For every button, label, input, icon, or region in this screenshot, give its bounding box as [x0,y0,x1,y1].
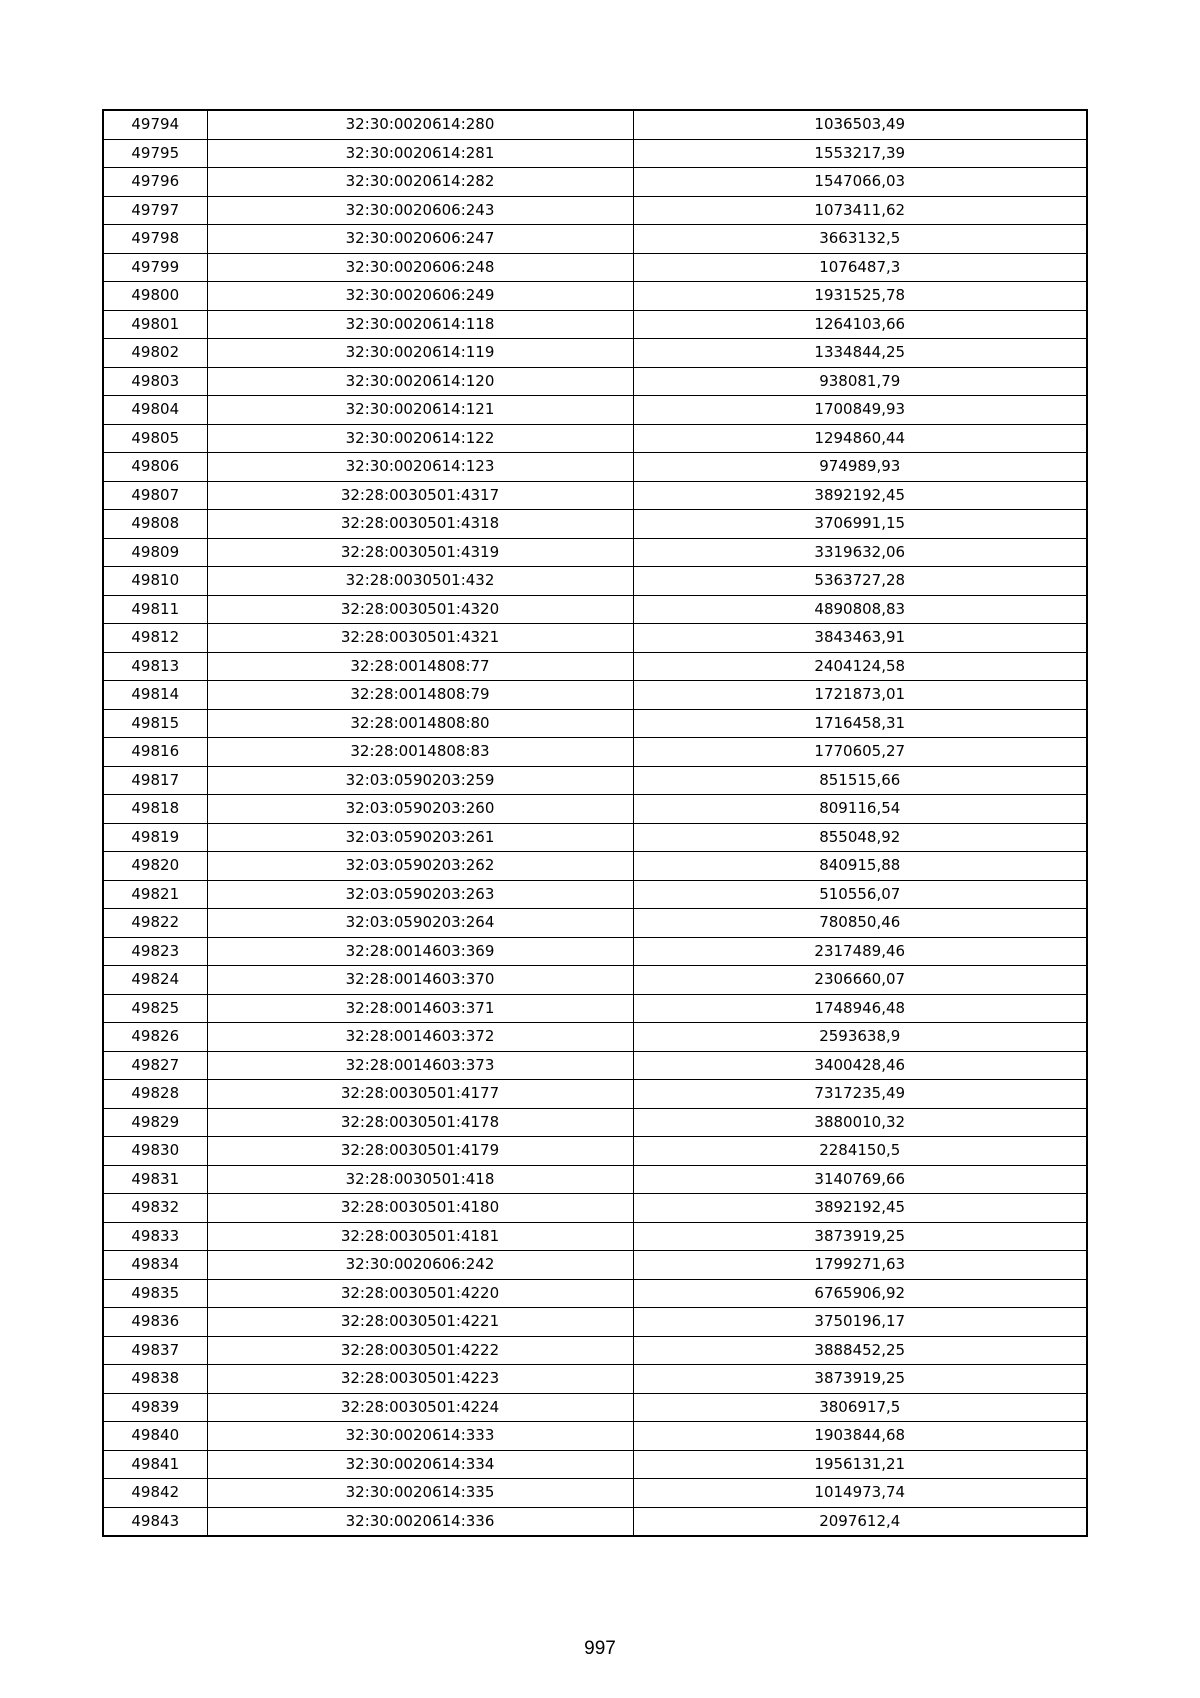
row-number-cell: 49838 [103,1365,207,1394]
table-row [103,909,1087,938]
cadastral-number-cell: 32:03:0590203:264 [207,909,633,938]
cadastral-value-cell: 1700849,93 [633,396,1087,425]
row-number-cell: 49811 [103,595,207,624]
cadastral-number-cell: 32:30:0020606:247 [207,225,633,254]
page-number: 997 [584,1638,616,1659]
row-number-cell: 49797 [103,196,207,225]
cadastral-number-cell: 32:30:0020614:121 [207,396,633,425]
table-row [103,994,1087,1023]
row-number-cell: 49810 [103,567,207,596]
row-number-cell: 49834 [103,1251,207,1280]
cadastral-value-cell: 974989,93 [633,453,1087,482]
cadastral-number-cell: 32:03:0590203:262 [207,852,633,881]
cadastral-number-cell: 32:28:0014603:373 [207,1051,633,1080]
row-number-cell: 49807 [103,481,207,510]
cadastral-number-cell: 32:28:0030501:418 [207,1165,633,1194]
cadastral-number-cell: 32:28:0030501:4317 [207,481,633,510]
cadastral-number-cell: 32:28:0030501:4220 [207,1279,633,1308]
cadastral-value-cell: 2284150,5 [633,1137,1087,1166]
row-number-cell: 49806 [103,453,207,482]
cadastral-number-cell: 32:30:0020606:248 [207,253,633,282]
cadastral-value-cell: 1799271,63 [633,1251,1087,1280]
cadastral-number-cell: 32:28:0030501:4321 [207,624,633,653]
cadastral-value-cell: 938081,79 [633,367,1087,396]
cadastral-value-cell: 1334844,25 [633,339,1087,368]
row-number-cell: 49819 [103,823,207,852]
cadastral-value-cell: 3750196,17 [633,1308,1087,1337]
cadastral-number-cell: 32:28:0030501:4223 [207,1365,633,1394]
table-row [103,1108,1087,1137]
cadastral-number-cell: 32:30:0020614:280 [207,110,633,139]
cadastral-value-cell: 1721873,01 [633,681,1087,710]
cadastral-number-cell: 32:30:0020606:242 [207,1251,633,1280]
table-row [103,567,1087,596]
cadastral-number-cell: 32:30:0020606:249 [207,282,633,311]
cadastral-number-cell: 32:28:0030501:4177 [207,1080,633,1109]
table-row [103,766,1087,795]
row-number-cell: 49818 [103,795,207,824]
table-row [103,1479,1087,1508]
row-number-cell: 49816 [103,738,207,767]
cadastral-value-cell: 3706991,15 [633,510,1087,539]
row-number-cell: 49794 [103,110,207,139]
row-number-cell: 49805 [103,424,207,453]
table-row [103,310,1087,339]
cadastral-value-cell: 1931525,78 [633,282,1087,311]
table-row [103,139,1087,168]
table-row [103,738,1087,767]
cadastral-number-cell: 32:28:0030501:4181 [207,1222,633,1251]
row-number-cell: 49803 [103,367,207,396]
cadastral-value-cell: 1547066,03 [633,168,1087,197]
cadastral-value-cell: 3880010,32 [633,1108,1087,1137]
row-number-cell: 49812 [103,624,207,653]
row-number-cell: 49832 [103,1194,207,1223]
cadastral-number-cell: 32:28:0030501:4318 [207,510,633,539]
table-row [103,253,1087,282]
cadastral-value-cell: 4890808,83 [633,595,1087,624]
cadastral-number-cell: 32:28:0030501:4178 [207,1108,633,1137]
row-number-cell: 49829 [103,1108,207,1137]
row-number-cell: 49814 [103,681,207,710]
cadastral-value-cell: 855048,92 [633,823,1087,852]
cadastral-value-cell: 840915,88 [633,852,1087,881]
table-row [103,196,1087,225]
cadastral-value-cell: 1748946,48 [633,994,1087,1023]
cadastral-number-cell: 32:03:0590203:260 [207,795,633,824]
row-number-cell: 49798 [103,225,207,254]
cadastral-number-cell: 32:28:0030501:4180 [207,1194,633,1223]
table-row [103,937,1087,966]
row-number-cell: 49833 [103,1222,207,1251]
cadastral-value-cell: 5363727,28 [633,567,1087,596]
table-row [103,681,1087,710]
cadastral-number-cell: 32:28:0014808:77 [207,652,633,681]
cadastral-number-cell: 32:03:0590203:259 [207,766,633,795]
row-number-cell: 49800 [103,282,207,311]
row-number-cell: 49837 [103,1336,207,1365]
cadastral-value-cell: 7317235,49 [633,1080,1087,1109]
cadastral-number-cell: 32:30:0020614:118 [207,310,633,339]
cadastral-number-cell: 32:28:0014603:371 [207,994,633,1023]
cadastral-value-cell: 1956131,21 [633,1450,1087,1479]
cadastral-value-cell: 780850,46 [633,909,1087,938]
row-number-cell: 49813 [103,652,207,681]
cadastral-value-cell: 1076487,3 [633,253,1087,282]
table-row [103,1251,1087,1280]
table-row [103,595,1087,624]
row-number-cell: 49796 [103,168,207,197]
cadastral-number-cell: 32:30:0020614:282 [207,168,633,197]
table-row [103,282,1087,311]
row-number-cell: 49840 [103,1422,207,1451]
cadastral-value-cell: 2404124,58 [633,652,1087,681]
table-row [103,1365,1087,1394]
table-row [103,823,1087,852]
cadastral-value-cell: 2593638,9 [633,1023,1087,1052]
row-number-cell: 49824 [103,966,207,995]
table-row [103,1137,1087,1166]
table-row [103,1023,1087,1052]
cadastral-number-cell: 32:28:0030501:4179 [207,1137,633,1166]
row-number-cell: 49804 [103,396,207,425]
table-row [103,709,1087,738]
table-row [103,1080,1087,1109]
table-row [103,225,1087,254]
cadastral-value-cell: 3140769,66 [633,1165,1087,1194]
cadastral-number-cell: 32:28:0014603:372 [207,1023,633,1052]
row-number-cell: 49795 [103,139,207,168]
cadastral-value-cell: 510556,07 [633,880,1087,909]
row-number-cell: 49802 [103,339,207,368]
cadastral-value-cell: 1903844,68 [633,1422,1087,1451]
cadastral-value-cell: 2306660,07 [633,966,1087,995]
table-row [103,424,1087,453]
cadastral-value-cell: 3888452,25 [633,1336,1087,1365]
table-row [103,1279,1087,1308]
table-row [103,1308,1087,1337]
row-number-cell: 49820 [103,852,207,881]
cadastral-number-cell: 32:28:0030501:4221 [207,1308,633,1337]
row-number-cell: 49830 [103,1137,207,1166]
cadastral-value-cell: 3873919,25 [633,1365,1087,1394]
table-body [103,110,1087,1536]
table-row [103,110,1087,139]
row-number-cell: 49831 [103,1165,207,1194]
table-row [103,453,1087,482]
cadastral-value-cell: 3873919,25 [633,1222,1087,1251]
table-row [103,1051,1087,1080]
cadastral-value-cell: 1294860,44 [633,424,1087,453]
table-row [103,652,1087,681]
cadastral-number-cell: 32:30:0020614:119 [207,339,633,368]
cadastral-value-cell: 3400428,46 [633,1051,1087,1080]
cadastral-number-cell: 32:30:0020614:281 [207,139,633,168]
cadastral-number-cell: 32:30:0020614:334 [207,1450,633,1479]
cadastral-value-cell: 851515,66 [633,766,1087,795]
cadastral-value-cell: 2097612,4 [633,1507,1087,1536]
cadastral-value-table [102,109,1088,1537]
cadastral-value-cell: 3892192,45 [633,1194,1087,1223]
cadastral-number-cell: 32:30:0020606:243 [207,196,633,225]
cadastral-value-cell: 809116,54 [633,795,1087,824]
row-number-cell: 49839 [103,1393,207,1422]
row-number-cell: 49799 [103,253,207,282]
row-number-cell: 49827 [103,1051,207,1080]
cadastral-value-cell: 1264103,66 [633,310,1087,339]
cadastral-number-cell: 32:28:0030501:4320 [207,595,633,624]
table-row [103,624,1087,653]
cadastral-number-cell: 32:28:0014808:80 [207,709,633,738]
table-row [103,1507,1087,1536]
row-number-cell: 49801 [103,310,207,339]
cadastral-number-cell: 32:28:0030501:4222 [207,1336,633,1365]
row-number-cell: 49841 [103,1450,207,1479]
table-row [103,1194,1087,1223]
cadastral-number-cell: 32:28:0030501:432 [207,567,633,596]
table-row [103,339,1087,368]
row-number-cell: 49835 [103,1279,207,1308]
cadastral-value-cell: 2317489,46 [633,937,1087,966]
row-number-cell: 49817 [103,766,207,795]
row-number-cell: 49808 [103,510,207,539]
cadastral-number-cell: 32:03:0590203:261 [207,823,633,852]
table-row [103,966,1087,995]
row-number-cell: 49842 [103,1479,207,1508]
cadastral-value-cell: 1553217,39 [633,139,1087,168]
table-row [103,852,1087,881]
cadastral-value-cell: 3319632,06 [633,538,1087,567]
row-number-cell: 49822 [103,909,207,938]
cadastral-number-cell: 32:28:0014808:83 [207,738,633,767]
cadastral-value-cell: 3892192,45 [633,481,1087,510]
row-number-cell: 49836 [103,1308,207,1337]
cadastral-value-cell: 1073411,62 [633,196,1087,225]
cadastral-number-cell: 32:28:0014603:370 [207,966,633,995]
table-row [103,880,1087,909]
table-row [103,367,1087,396]
row-number-cell: 49843 [103,1507,207,1536]
table-row [103,1393,1087,1422]
cadastral-value-cell: 1770605,27 [633,738,1087,767]
cadastral-number-cell: 32:30:0020614:336 [207,1507,633,1536]
cadastral-number-cell: 32:03:0590203:263 [207,880,633,909]
cadastral-number-cell: 32:30:0020614:123 [207,453,633,482]
table-row [103,481,1087,510]
cadastral-number-cell: 32:28:0030501:4319 [207,538,633,567]
table-row [103,1165,1087,1194]
cadastral-number-cell: 32:28:0014808:79 [207,681,633,710]
table-row [103,510,1087,539]
cadastral-value-cell: 3806917,5 [633,1393,1087,1422]
table-row [103,168,1087,197]
table-row [103,396,1087,425]
row-number-cell: 49828 [103,1080,207,1109]
table-row [103,1222,1087,1251]
table-row [103,1450,1087,1479]
cadastral-value-cell: 1716458,31 [633,709,1087,738]
cadastral-value-cell: 1014973,74 [633,1479,1087,1508]
row-number-cell: 49823 [103,937,207,966]
row-number-cell: 49825 [103,994,207,1023]
table-row [103,538,1087,567]
row-number-cell: 49815 [103,709,207,738]
row-number-cell: 49826 [103,1023,207,1052]
cadastral-number-cell: 32:30:0020614:120 [207,367,633,396]
cadastral-value-cell: 3843463,91 [633,624,1087,653]
row-number-cell: 49809 [103,538,207,567]
table-row [103,795,1087,824]
cadastral-number-cell: 32:28:0030501:4224 [207,1393,633,1422]
cadastral-value-cell: 6765906,92 [633,1279,1087,1308]
row-number-cell: 49821 [103,880,207,909]
cadastral-number-cell: 32:30:0020614:122 [207,424,633,453]
cadastral-number-cell: 32:28:0014603:369 [207,937,633,966]
table-row [103,1336,1087,1365]
cadastral-number-cell: 32:30:0020614:335 [207,1479,633,1508]
cadastral-value-cell: 3663132,5 [633,225,1087,254]
cadastral-number-cell: 32:30:0020614:333 [207,1422,633,1451]
table-row [103,1422,1087,1451]
cadastral-value-cell: 1036503,49 [633,110,1087,139]
